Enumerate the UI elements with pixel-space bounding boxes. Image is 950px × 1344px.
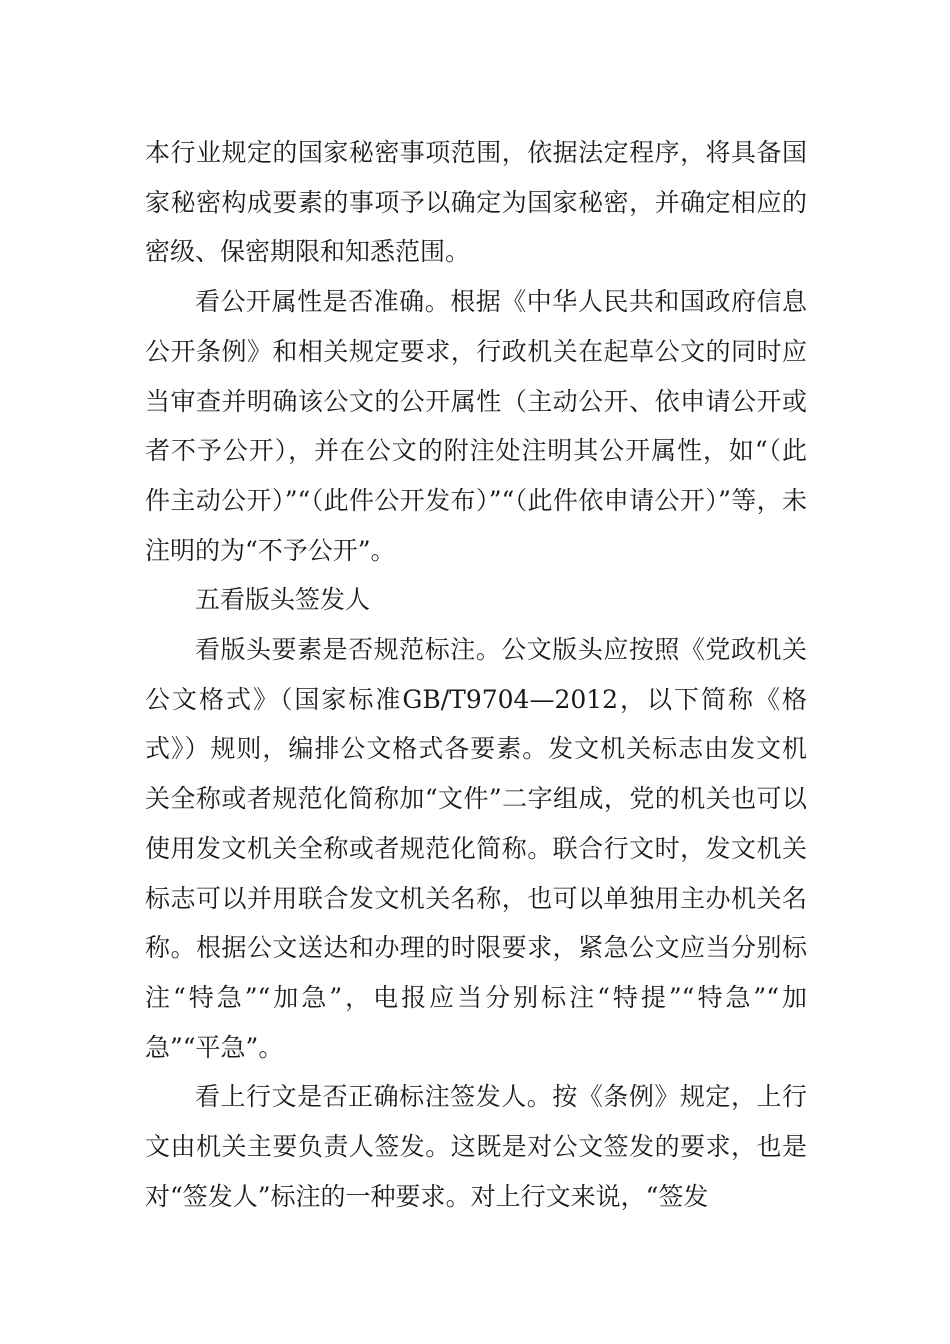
paragraph-continuation: 本行业规定的国家秘密事项范围，依据法定程序，将具备国家秘密构成要素的事项予以确定为国家秘密，并确定相应的密级、保密期限和知悉范围。 xyxy=(145,138,807,267)
paragraph-disclosure-attribute: 看公开属性是否准确。根据《中华人民共和国政府信息公开条例》和相关规定要求，行政机关在起草公文的同时应当审查并明确该公文的公开属性（主动公开、依申请公开或者不予公开），并在公文的附注处注明其公开属性，如“（此件主动公开）”“（此件公开发布）”“（此件依申请公开）”等，未注明的为“不予公开”。 xyxy=(145,287,807,565)
document-body xyxy=(145,128,807,1221)
paragraph-upward-document-signer: 看上行文是否正确标注签发人。按《条例》规定，上行文由机关主要负责人签发。这既是对公文签发的要求，也是对“签发人”标注的一种要求。对上行文来说，“签发 xyxy=(145,1082,807,1211)
paragraph-header-elements: 看版头要素是否规范标注。公文版头应按照《党政机关公文格式》（国家标准GB/T9704—2012，以下简称《格式》）规则，编排公文格式各要素。发文机关标志由发文机关全称或者规范化简称加“文件”二字组成，党的机关也可以使用发文机关全称或者规范化简称。联合行文时，发文机关标志可以并用联合发文机关名称，也可以单独用主办机关名称。根据公文送达和办理的时限要求，紧急公文应当分别标注“特急”“加急”，电报应当分别标注“特提”“特急”“加急”“平急”。 xyxy=(145,635,807,1062)
section-heading-header-signer: 五看版头签发人 xyxy=(195,585,371,615)
